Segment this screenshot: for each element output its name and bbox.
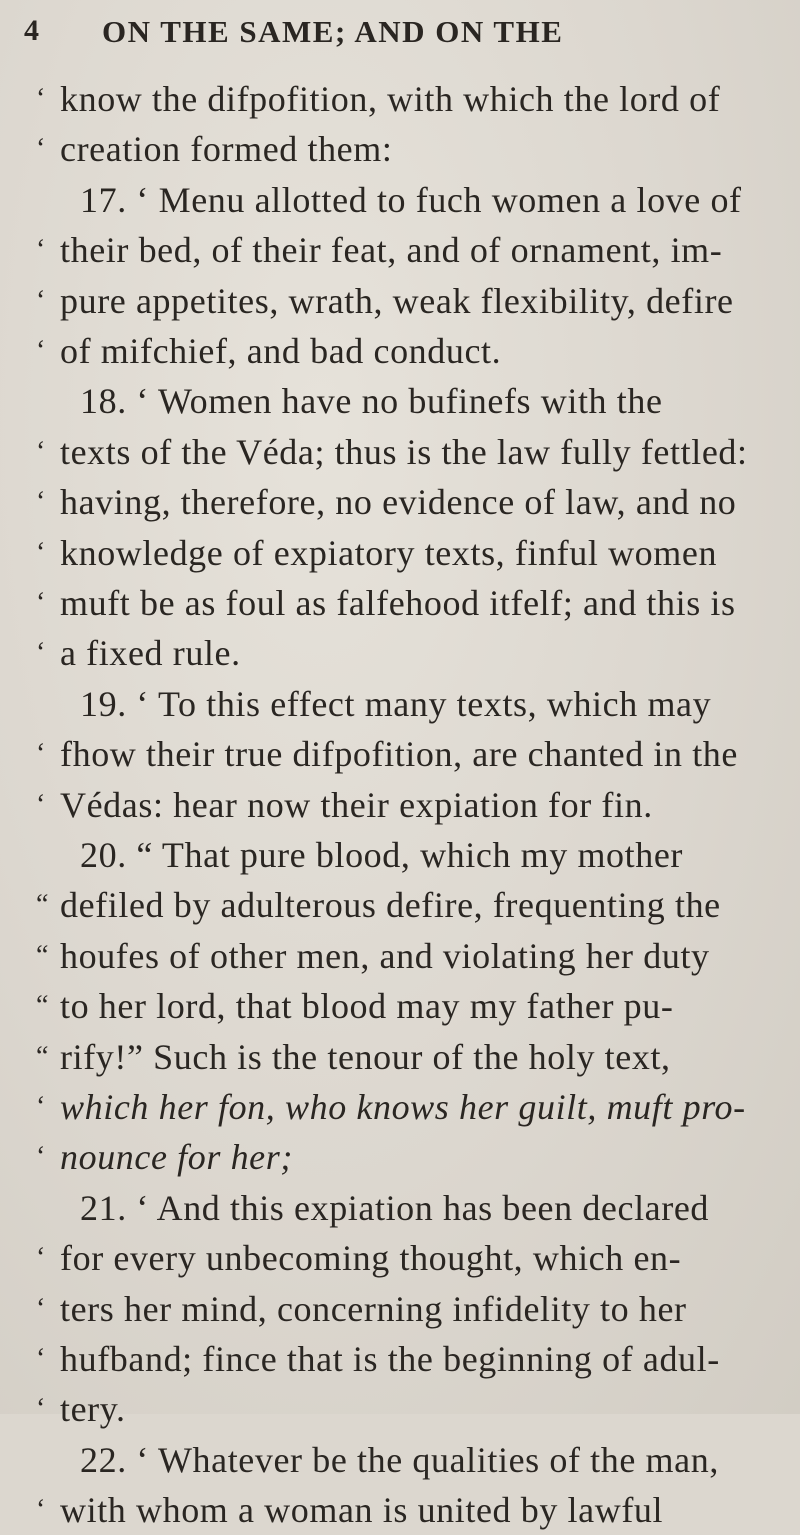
text-line xyxy=(0,628,800,678)
quote-mark: ‘ xyxy=(36,335,46,366)
text-line xyxy=(0,225,800,275)
line-text: to her lord, that blood may my father pu- xyxy=(60,986,674,1027)
text-line xyxy=(0,1485,800,1535)
quote-mark: ‘ xyxy=(36,486,46,518)
quote-mark: “ xyxy=(36,939,49,971)
line-text: knowledge of expiatory texts, finful women xyxy=(60,532,718,573)
line-text: 19. ‘ To this effect many texts, which may xyxy=(80,683,712,724)
text-line xyxy=(0,175,800,225)
quote-mark: ‘ xyxy=(36,435,46,467)
text-line xyxy=(0,1284,800,1334)
text-line xyxy=(0,376,800,426)
quote-mark: ‘ xyxy=(36,536,46,568)
line-text: pure appetites, wrath, weak flexibility, defire xyxy=(60,280,734,321)
quote-mark: ‘ xyxy=(36,284,46,316)
line-text: houfes of other men, and violating her duty xyxy=(60,935,710,976)
text-line xyxy=(0,578,800,628)
quote-mark: ‘ xyxy=(36,234,46,266)
page-number: 4 xyxy=(24,14,39,47)
line-text: Védas: hear now their expiation for fin. xyxy=(60,784,653,825)
line-text: 20. “ That pure blood, which my mother xyxy=(80,835,684,875)
line-text: a fixed rule. xyxy=(60,633,241,674)
line-text: fhow their true difpofition, are chanted in the xyxy=(60,734,738,775)
line-text: having, therefore, no evidence of law, and no xyxy=(60,482,737,523)
text-line xyxy=(0,880,800,930)
line-text: their bed, of their feat, and of ornament, im- xyxy=(60,230,723,271)
quote-mark: “ xyxy=(36,990,49,1022)
text-line xyxy=(0,1032,800,1082)
quote-mark: ‘ xyxy=(36,1292,46,1324)
text-line xyxy=(0,1132,800,1182)
text-line xyxy=(0,1384,800,1434)
page-header xyxy=(0,14,800,54)
quote-mark: ‘ xyxy=(36,133,46,165)
text-line xyxy=(0,830,800,880)
line-text: 17. ‘ Menu allotted to fuch women a love of xyxy=(80,179,742,220)
line-text: of mifchief, and bad conduct. xyxy=(60,331,502,371)
line-text: 18. ‘ Women have no bufinefs with the xyxy=(80,381,663,422)
text-line xyxy=(0,1082,800,1132)
text-line xyxy=(0,276,800,326)
quote-mark: ‘ xyxy=(36,587,46,618)
line-text: 22. ‘ Whatever be the qualities of the man, xyxy=(80,1439,719,1480)
quote-mark: ‘ xyxy=(36,1393,46,1425)
text-line xyxy=(0,124,800,174)
line-text: texts of the Véda; thus is the law fully fettled: xyxy=(60,431,748,472)
line-text: know the difpofition, with which the lord of xyxy=(60,79,721,119)
line-text: rify!” Such is the tenour of the holy text, xyxy=(60,1036,671,1077)
text-line xyxy=(0,74,800,124)
text-line xyxy=(0,729,800,779)
quote-mark: “ xyxy=(36,889,49,921)
quote-mark: ‘ xyxy=(36,788,46,820)
line-text: ters her mind, concerning infidelity to her xyxy=(60,1288,687,1329)
text-line xyxy=(0,679,800,729)
text-line xyxy=(0,1183,800,1233)
line-text: for every unbecoming thought, which en- xyxy=(60,1238,682,1279)
quote-mark: ‘ xyxy=(36,1242,46,1274)
quote-mark: ‘ xyxy=(36,1141,46,1173)
text-line xyxy=(0,931,800,981)
line-text: defiled by adulterous defire, frequenting the xyxy=(60,885,721,926)
line-text: tery. xyxy=(60,1389,126,1430)
line-text: creation formed them: xyxy=(60,129,393,170)
line-text: nounce for her; xyxy=(60,1137,293,1178)
text-line xyxy=(0,1233,800,1283)
line-text: muft be as foul as falfehood itfelf; and this is xyxy=(60,583,736,623)
text-line xyxy=(0,326,800,376)
running-head: ON THE SAME; AND ON THE xyxy=(102,14,564,49)
quote-mark: “ xyxy=(36,1040,49,1072)
quote-mark: ‘ xyxy=(36,1494,46,1526)
text-line xyxy=(0,427,800,477)
text-line xyxy=(0,528,800,578)
quote-mark: ‘ xyxy=(36,637,46,669)
text-line xyxy=(0,1435,800,1485)
quote-mark: ‘ xyxy=(36,1091,46,1122)
text-line xyxy=(0,1334,800,1384)
quote-mark: ‘ xyxy=(36,83,46,114)
line-text: 21. ‘ And this expiation has been declared xyxy=(80,1187,710,1228)
quote-mark: ‘ xyxy=(36,738,46,770)
quote-mark: ‘ xyxy=(36,1343,46,1374)
line-text: with whom a woman is united by lawful xyxy=(60,1490,664,1531)
line-text: hufband; fince that is the beginning of adul- xyxy=(60,1339,720,1379)
text-line xyxy=(0,477,800,527)
text-line xyxy=(0,780,800,830)
line-text: which her fon, who knows her guilt, muft pro- xyxy=(60,1087,746,1127)
text-line xyxy=(0,981,800,1031)
